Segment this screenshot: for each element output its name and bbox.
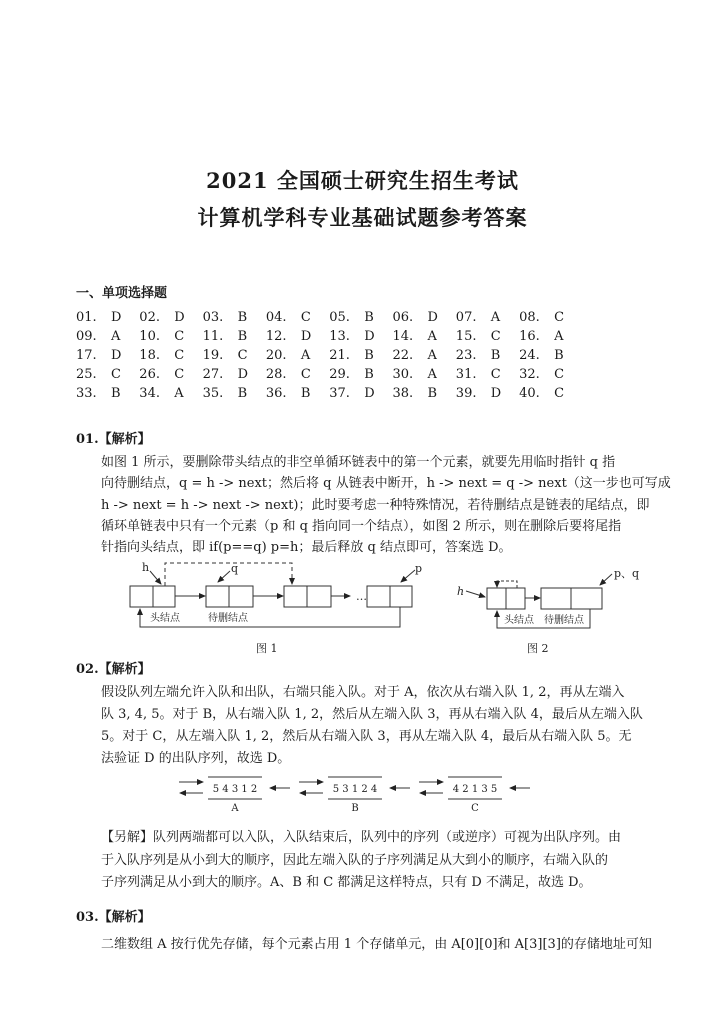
pq-label: p、q bbox=[614, 567, 640, 580]
answer-choice: A bbox=[174, 386, 184, 401]
answer-choice: A bbox=[427, 329, 437, 344]
queue-sequence: 5 3 1 2 4 bbox=[332, 784, 378, 795]
figure-1-caption: 图 1 bbox=[256, 642, 278, 655]
answer-choice: A bbox=[427, 348, 437, 363]
answer-number: 16. bbox=[519, 329, 540, 344]
text-line: 子序列满足从小到大的顺序。A、B 和 C 都满足这样特点，只有 D 不满足，故选 D。 bbox=[101, 875, 592, 890]
text-line: 针指向头结点，即 if(p==q) p=h；最后释放 q 结点即可，答案选 D。 bbox=[101, 540, 512, 556]
answer-choice: D bbox=[111, 310, 122, 325]
queue-label: B bbox=[351, 803, 359, 814]
answer-number: 32. bbox=[519, 367, 540, 382]
answer-number: 06. bbox=[392, 310, 414, 325]
q01-heading: 01.【解析】 bbox=[76, 432, 151, 447]
queue-sequence: 4 2 1 3 5 bbox=[452, 784, 498, 795]
answer-number: 07. bbox=[455, 310, 477, 325]
answer-choice: C bbox=[490, 329, 501, 344]
answer-number: 31. bbox=[455, 367, 477, 382]
text-line: 【另解】队列两端都可以入队，入队结束后，队列中的序列（或逆序）可视为出队序列。由 bbox=[101, 830, 622, 845]
answer-number: 29. bbox=[329, 367, 350, 382]
answer-number: 11. bbox=[202, 329, 224, 344]
answer-choice: A bbox=[554, 329, 564, 344]
answer-number: 18. bbox=[139, 348, 160, 363]
q02-heading: 02.【解析】 bbox=[76, 662, 151, 677]
answer-choice: C bbox=[174, 367, 185, 382]
head-node-label: 头结点 bbox=[150, 613, 180, 624]
answer-choice: C bbox=[174, 348, 185, 363]
page-title: 2021 全国硕士研究生招生考试 bbox=[206, 168, 519, 193]
answer-number: 02. bbox=[139, 310, 160, 325]
del-node-label-2: 待删结点 bbox=[544, 615, 584, 626]
queue-diagrams bbox=[179, 777, 530, 814]
answer-number: 08. bbox=[519, 310, 540, 325]
answer-choice: A bbox=[490, 310, 501, 325]
answer-choice: B bbox=[490, 348, 501, 363]
figure-2-caption: 图 2 bbox=[527, 642, 549, 655]
answer-number: 23. bbox=[455, 348, 477, 363]
answer-choice: B bbox=[237, 310, 248, 325]
answer-number: 35. bbox=[202, 386, 224, 401]
answer-number: 37. bbox=[329, 386, 350, 401]
answer-number: 19. bbox=[202, 348, 224, 363]
answer-choice: B bbox=[554, 348, 564, 363]
answer-choice: C bbox=[554, 310, 565, 325]
answer-number: 27. bbox=[202, 367, 224, 382]
queue-label: A bbox=[231, 803, 239, 814]
answer-number: 28. bbox=[265, 367, 287, 382]
answer-number: 30. bbox=[392, 367, 414, 382]
answer-number: 40. bbox=[519, 386, 540, 401]
answer-choice: B bbox=[364, 310, 374, 325]
answer-number: 24. bbox=[519, 348, 540, 363]
page-subtitle: 计算机学科专业基础试题参考答案 bbox=[197, 205, 528, 230]
answer-choice: C bbox=[237, 348, 248, 363]
answer-choice: D bbox=[427, 310, 438, 325]
h-label: h bbox=[142, 561, 150, 574]
answer-number: 38. bbox=[392, 386, 414, 401]
answer-number: 10. bbox=[139, 329, 160, 344]
queue-sequence: 5 4 3 1 2 bbox=[212, 784, 258, 795]
answer-choice: C bbox=[554, 386, 565, 401]
answer-choice: B bbox=[237, 329, 248, 344]
answer-choice: A bbox=[427, 367, 437, 382]
answer-choice: B bbox=[364, 367, 374, 382]
answer-choice: D bbox=[237, 367, 249, 382]
q03-heading: 03.【解析】 bbox=[76, 910, 151, 925]
answer-number: 01. bbox=[76, 310, 97, 325]
answer-number: 26. bbox=[139, 367, 160, 382]
answer-number: 03. bbox=[202, 310, 224, 325]
text-line: h -> next = h -> next -> next)；此时要考虑一种特殊情况，若待删结点是链表的尾结点，即 bbox=[101, 497, 650, 513]
answer-number: 34. bbox=[139, 386, 160, 401]
answer-number: 39. bbox=[455, 386, 477, 401]
answer-number: 13. bbox=[329, 329, 350, 344]
text-line: 向待删结点，q = h -> next；然后将 q 从链表中断开，h -> next = q -> next（这一步也可写成 bbox=[101, 476, 671, 492]
answer-choice: C bbox=[554, 367, 565, 382]
answer-number: 04. bbox=[265, 310, 287, 325]
answer-choice: B bbox=[111, 386, 121, 401]
text-line: 于入队序列是从小到大的顺序，因此左端入队的子序列满足从大到小的顺序，右端入队的 bbox=[101, 852, 609, 868]
q-label: q bbox=[231, 562, 239, 575]
answer-number: 09. bbox=[76, 329, 97, 344]
answer-number: 33. bbox=[76, 386, 97, 401]
figure-2 bbox=[466, 574, 612, 628]
answer-choice: C bbox=[111, 367, 121, 382]
answer-choice: B bbox=[427, 386, 438, 401]
answer-number: 22. bbox=[392, 348, 414, 363]
del-node-label: 待删结点 bbox=[208, 613, 248, 624]
answer-number: 25. bbox=[76, 367, 97, 382]
ellipsis: … bbox=[356, 590, 367, 603]
answer-number: 36. bbox=[265, 386, 287, 401]
text-line: 5。对于 C，从左端入队 1, 2，然后从右端入队 3，再从左端入队 4，最后从右端入队 5。无 bbox=[101, 729, 632, 744]
answer-number: 12. bbox=[265, 329, 287, 344]
text-line: 如图 1 所示，要删除带头结点的非空单循环链表中的第一个元素，就要先用临时指针 q 指 bbox=[101, 455, 616, 470]
answer-choice: D bbox=[364, 386, 375, 401]
answer-choice: C bbox=[300, 367, 311, 382]
answer-choice: A bbox=[111, 329, 121, 344]
answer-number: 05. bbox=[329, 310, 350, 325]
answer-choice: D bbox=[300, 329, 312, 344]
answer-number: 15. bbox=[455, 329, 477, 344]
text-line: 队 3, 4, 5。对于 B，从右端入队 1, 2，然后从左端入队 3，再从右端入队 4，最后从左端入队 bbox=[101, 707, 643, 722]
p-label: p bbox=[415, 562, 423, 575]
answer-choice: B bbox=[364, 348, 374, 363]
head-node-label-2: 头结点 bbox=[504, 615, 534, 626]
answer-choice: D bbox=[174, 310, 185, 325]
answer-choice: C bbox=[490, 367, 501, 382]
answer-choice: D bbox=[111, 348, 122, 363]
answer-choice: C bbox=[300, 310, 311, 325]
text-line: 循环单链表中只有一个元素（p 和 q 指向同一个结点），如图 2 所示，则在删除后要将尾指 bbox=[101, 518, 622, 534]
answer-choice: B bbox=[237, 386, 248, 401]
queue-label: C bbox=[471, 803, 479, 814]
text-line: 二维数组 A 按行优先存储，每个元素占用 1 个存储单元，由 A[0][0]和 A[3][3]的存储地址可知 bbox=[101, 937, 652, 952]
answer-number: 20. bbox=[265, 348, 287, 363]
section-heading: 一、单项选择题 bbox=[76, 286, 168, 301]
answer-number: 21. bbox=[329, 348, 350, 363]
answer-choice: D bbox=[364, 329, 375, 344]
answer-choice: A bbox=[300, 348, 311, 363]
h-label-2: h bbox=[457, 585, 465, 598]
answer-choice: D bbox=[490, 386, 502, 401]
answer-choice: B bbox=[300, 386, 311, 401]
answer-choice: C bbox=[174, 329, 185, 344]
dashed-pointer bbox=[165, 563, 292, 586]
text-line: 法验证 D 的出队序列，故选 D。 bbox=[101, 751, 291, 766]
text-line: 假设队列左端允许入队和出队，右端只能入队。对于 A，依次从右端入队 1, 2，再从左端入 bbox=[101, 685, 625, 700]
answer-number: 14. bbox=[392, 329, 414, 344]
answer-number: 17. bbox=[76, 348, 97, 363]
